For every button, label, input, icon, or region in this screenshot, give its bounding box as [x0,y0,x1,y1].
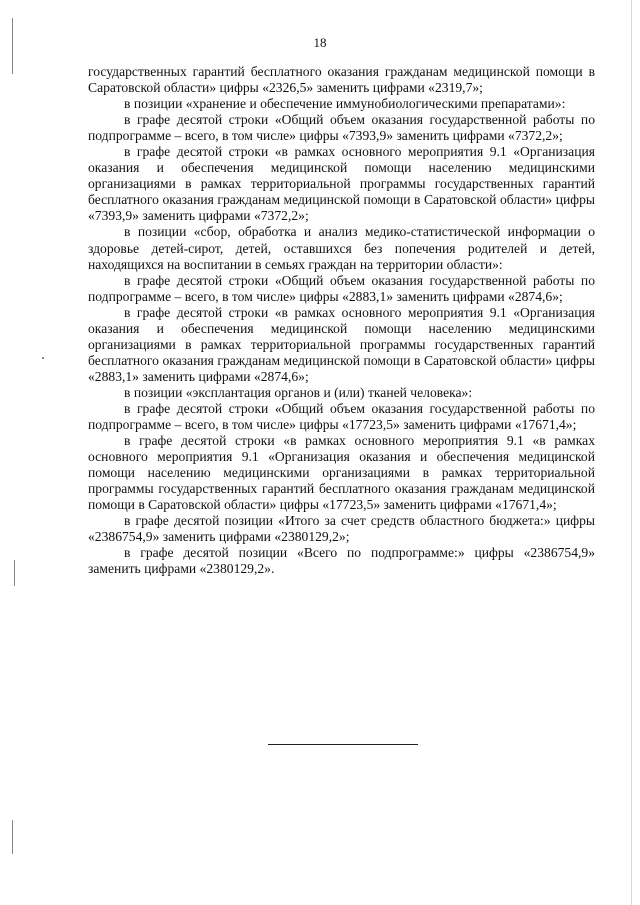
paragraph-7: в графе десятой строки «в рамках основного мероприятия 9.1 «Организация оказания и обеспечения медицинской помощи населению медицинскими организациями в рамках территориальной программы государственных гарантий бесплатного оказания гражданам медицинской помощи в Саратовской области» цифры «2883,1» заменить цифрами «2874,6»; [88,304,595,384]
scan-mark [12,820,13,854]
paragraph-3: в графе десятой строки «Общий объем оказания государственной работы по подпрограмме – всего, в том числе» цифры «7393,9» заменить цифрами «7372,2»; [88,112,595,144]
paragraph-4: в графе десятой строки «в рамках основного мероприятия 9.1 «Организация оказания и обеспечения медицинской помощи населению медицинскими организациями в рамках территориальной программы государственных гарантий бесплатного оказания гражданам медицинской помощи в Саратовской области» цифры «7393,9» заменить цифрами «7372,2»; [88,144,595,224]
page-number: 18 [313,35,327,50]
paragraph-9: в графе десятой строки «Общий объем оказания государственной работы по подпрограмме – всего, в том числе» цифры «17723,5» заменить цифрами «17671,4»; [88,400,595,433]
paragraph-1: государственных гарантий бесплатного оказания гражданам медицинской помощи в Саратовской области» цифры «2326,5» заменить цифрами «2319,7»; [88,64,595,96]
document-body [88,64,595,578]
paragraph-11: в графе десятой позиции «Итого за счет средств областного бюджета:» цифры «2386754,9» заменить цифрами «2380129,2»; [88,513,595,545]
paragraph-8: в позиции «эксплантация органов и (или) тканей человека»: [124,384,473,400]
paragraph-2: в позиции «хранение и обеспечение иммунобиологическими препаратами»: [124,96,566,112]
scan-mark [14,560,15,586]
paragraph-6: в графе десятой строки «Общий объем оказания государственной работы по подпрограмме – всего, в том числе» цифры «2883,1» заменить цифрами «2874,6»; [88,272,595,304]
closing-divider [268,744,418,745]
paragraph-12: в графе десятой позиции «Всего по подпрограмме:» цифры «2386754,9» заменить цифрами «2380129,2». [88,545,595,577]
scan-mark [12,18,13,74]
scan-dot [42,357,44,359]
paragraph-10: в графе десятой строки «в рамках основного мероприятия 9.1 «в рамках основного мероприятия 9.1 «Организация оказания и обеспечения медицинской помощи населению медицинскими организациями в рамках территориальной программы государственных гарантий бесплатного оказания гражданам медицинской помощи в Саратовской области» цифры «17723,5» заменить цифрами «17671,4»; [88,433,595,513]
paragraph-5: в позиции «сбор, обработка и анализ медико-статистической информации о здоровье детей-сирот, детей, оставшихся без попечения родителей и детей, находящихся на воспитании в семьях граждан на территории области»: [88,224,595,272]
page-edge [631,0,632,905]
